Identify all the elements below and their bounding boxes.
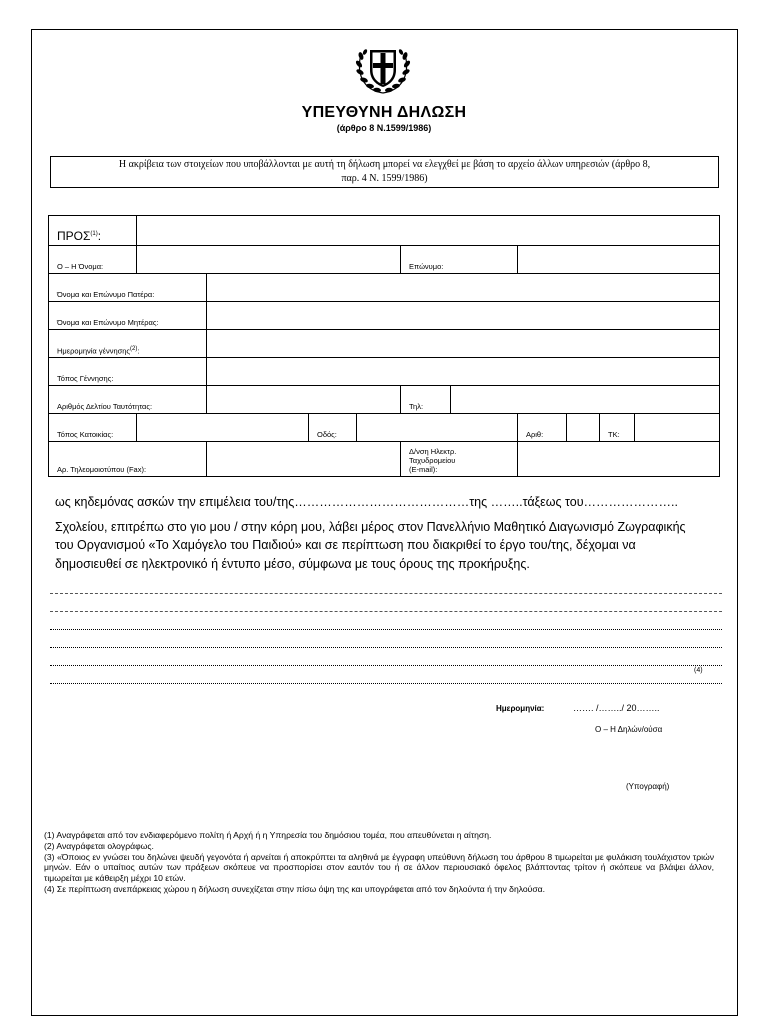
writing-line[interactable] (50, 611, 722, 612)
residence-field[interactable] (137, 414, 309, 442)
id-card-field[interactable] (207, 386, 401, 414)
writing-line[interactable] (50, 647, 722, 648)
street-label: Οδός: (309, 414, 357, 442)
street-field[interactable] (357, 414, 518, 442)
writing-line[interactable] (50, 683, 722, 684)
name-label: Ο – Η Όνομα: (49, 246, 137, 274)
surname-field[interactable] (518, 246, 720, 274)
personal-details-table (48, 215, 720, 477)
birthdate-field[interactable] (207, 330, 720, 358)
footnote-1: (1) Αναγράφεται από τον ενδιαφερόμενο πολίτη ή Αρχή ή η Υπηρεσία του δημόσιου τομέα, που απευθύνεται η αίτηση. (44, 830, 492, 840)
notice-line-1: Η ακρίβεια των στοιχείων που υποβάλλονται με αυτή τη δήλωση μπορεί να ελεγχθεί με βάση το αρχείο άλλων υπηρεσιών (άρθρο 8, (118, 159, 651, 170)
mother-name-label: Όνομα και Επώνυμο Μητέρας: (49, 302, 207, 330)
notice-line-2: παρ. 4 Ν. 1599/1986) (341, 173, 428, 184)
father-name-label: Όνομα και Επώνυμο Πατέρα: (49, 274, 207, 302)
footnote-2: (2) Αναγράφεται ολογράφως. (44, 840, 154, 851)
email-label: Δ/νση Ηλεκτρ. Ταχυδρομείου (E-mail): (401, 442, 518, 477)
residence-label: Τόπος Κατοικίας: (49, 414, 137, 442)
footnotes (44, 830, 714, 895)
phone-label: Τηλ: (401, 386, 451, 414)
date-field[interactable]: ……. /……../ 20…….. (573, 703, 660, 713)
fax-field[interactable] (207, 442, 401, 477)
date-label: Ημερομηνία: (496, 704, 545, 713)
signature-label: (Υπογραφή) (626, 782, 670, 791)
writing-line[interactable] (50, 629, 722, 630)
birthplace-field[interactable] (207, 358, 720, 386)
document-subtitle: (άρθρο 8 Ν.1599/1986) (336, 123, 432, 133)
id-card-label: Αριθμός Δελτίου Ταυτότητας: (49, 386, 207, 414)
to-field[interactable] (137, 216, 720, 246)
father-name-field[interactable] (207, 274, 720, 302)
writing-line[interactable] (50, 665, 722, 666)
email-field[interactable] (518, 442, 720, 477)
writing-line[interactable] (50, 593, 722, 594)
greek-coat-of-arms-icon (353, 40, 413, 96)
statement-line-1: ως κηδεμόνας ασκών την επιμέλεια του/της……………………………………της ……..τάξεως του………………….. (55, 495, 678, 509)
postcode-field[interactable] (635, 414, 720, 442)
fax-label: Αρ. Τηλεομοιοτύπου (Fax): (49, 442, 207, 477)
mother-name-field[interactable] (207, 302, 720, 330)
document-title: ΥΠΕΥΘΥΝΗ ΔΗΛΩΣΗ (301, 104, 467, 121)
birthdate-label: Ημερομηνία γέννησης$^{(2)}$: (49, 330, 207, 358)
statement-line-4: δημοσιευθεί σε ηλεκτρονικό ή έντυπο μέσο, σύμφωνα με τους όρους της προκήρυξης. (55, 557, 530, 571)
declarant-label: Ο – Η Δηλών/ούσα (595, 725, 663, 734)
statement-line-3: του Οργανισμού «Το Χαμόγελο του Παιδιού» και σε περίπτωση που διακριθεί το έργο του/της, δέχομαι να (55, 538, 636, 552)
footnote-4: (4) Σε περίπτωση ανεπάρκειας χώρου η δήλωση συνεχίζεται στην πίσω όψη της και υπογράφεται από τον δηλούντα ή την δηλούσα. (44, 883, 546, 894)
statement-line-2: Σχολείου, επιτρέπω στο γιο μου / στην κόρη μου, λάβει μέρος στον Πανελλήνιο Μαθητικό Διαγωνισμό Ζωγραφικής (55, 520, 686, 534)
postcode-label: ΤΚ: (600, 414, 635, 442)
number-label: Αριθ: (518, 414, 567, 442)
surname-label: Επώνυμο: (401, 246, 518, 274)
number-field[interactable] (567, 414, 600, 442)
to-label: ΠΡΟΣ$^{(1)}$: (49, 216, 137, 246)
footnote-ref-4: (4) (694, 667, 703, 674)
footnote-3: (3) «Όποιος εν γνώσει του δηλώνει ψευδή γεγονότα ή αρνείται ή αποκρύπτει τα αληθινά με έγγραφη υπεύθυνη δήλωση του άρθρου 8 τιμωρείται με φυλάκιση τουλάχιστον τριών μηνών. Εάν ο υπαίτιος αυτών των πράξεων σκόπευε να προσπορίσει στον εαυτόν του ή σε άλλον περιουσιακό όφελος βλάπτοντας τρίτον ή σκόπευε να βλάψει άλλον, τιμωρείται με κάθειρξη μέχρι 10 ετών. (44, 851, 714, 884)
birthplace-label: Τόπος Γέννησης: (49, 358, 207, 386)
name-field[interactable] (137, 246, 401, 274)
phone-field[interactable] (451, 386, 720, 414)
accuracy-notice (50, 156, 719, 188)
